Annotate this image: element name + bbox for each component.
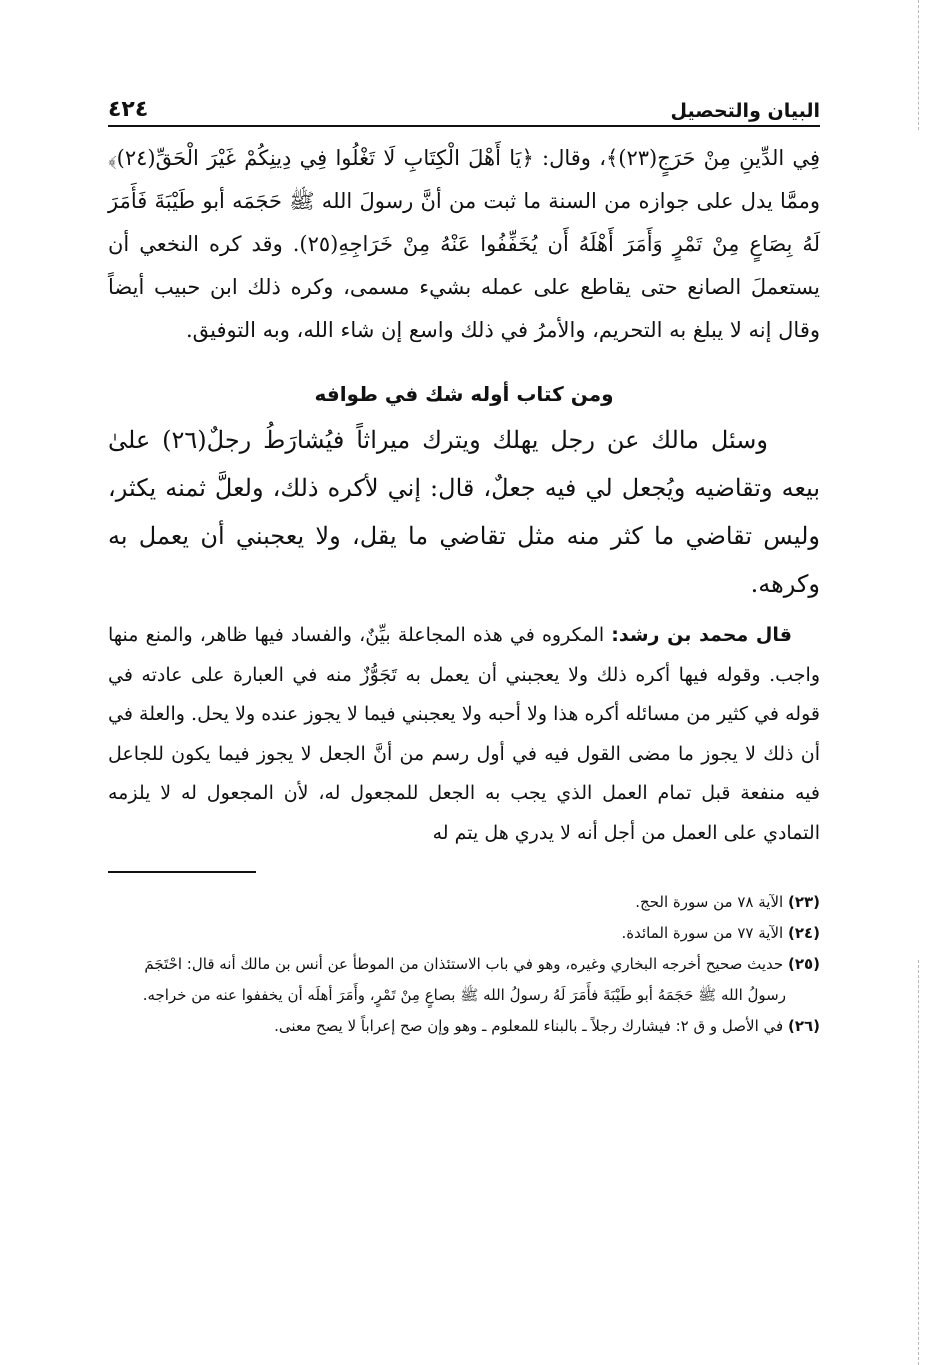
page-number: ٤٢٤	[108, 97, 149, 122]
running-title: البيان والتحصيل	[670, 100, 820, 122]
body-paragraph-1: فِي الدِّينِ مِنْ حَرَجٍ(٢٣)﴾، وقال: ﴿يَا أَهْلَ الْكِتَابِ لَا تَغْلُوا فِي دِينِكُمْ غَيْرَ الْحَقِّ(٢٤)﴾ وممَّا يدل على جوازه من السنة ما ثبت من أنَّ رسولَ الله ﷺ حَجَمَه أبو طَيْبَةَ فَأَمَرَ لَهُ بِصَاعٍ مِنْ تَمْرٍ وَأَمَرَ أَهْلَهُ أَن يُخَفِّفُوا عَنْهُ مِنْ خَرَاجِهِ(٢٥). وقد كره النخعي أن يستعملَ الصانع حتى يقاطع على عمله بشيء مسمى، وكره ذلك ابن حبيب أيضاً وقال إنه لا يبلغ به التحريم، والأمرُ في ذلك واسع إن شاء الله، وبه التوفيق.	[108, 146, 820, 342]
footnote-26	[108, 1011, 820, 1042]
footnote-number: (٢٤)	[787, 924, 820, 942]
footnote-number: (٢٥)	[787, 955, 820, 973]
paragraph-3-text: المكروه في هذه المجاعلة بيِّنٌ، والفساد فيها ظاهر، والمنع منها واجب. وقوله فيها أكره ذلك ولا يعجبني أن يعمل به تَجَوُّزٌ منه في العبارة على عادته في قوله في كثير من مسائله أكره هذا ولا أحبه ولا يعجبني فيما لا يجوز عنده ولا يحل. والعلة في أن ذلك لا يجوز ما مضى القول فيه في أول رسم من أنَّ الجعل لا يجوز فيما يكون للجاعل فيه منفعة قبل تمام العمل الذي يجب به الجعل للمجعول له، لأن المجعول له لا يلزمه التمادي على العمل من أجل أنه لا يدري هل يتم له	[108, 624, 820, 844]
body-paragraph-3	[108, 616, 820, 853]
footnote-23	[108, 887, 820, 918]
scan-margin-line-bottom	[918, 960, 919, 1365]
footnote-text: حديث صحيح أخرجه البخاري وغيره، وهو في باب الاستئذان من الموطأ عن أنس بن مالك أنه قال: احْتَجَمَ رسولُ الله ﷺ حَجَمَهُ أبو طَيْبَةَ فأَمَرَ لَهُ رسولُ الله ﷺ بصاعٍ مِنْ تَمْرٍ، وأَمَرَ أهلَه أن يخففوا عنه من خراجه.	[142, 955, 786, 1004]
footnote-24	[108, 918, 820, 949]
footnote-text: الآية ٧٧ من سورة المائدة.	[621, 924, 784, 942]
scan-margin-line-top	[918, 0, 919, 130]
footnotes	[108, 887, 820, 1042]
speaker-label: قال محمد بن رشد:	[611, 624, 792, 646]
section-heading: ومن كتاب أوله شك في طوافه	[314, 382, 614, 406]
footnote-number: (٢٦)	[787, 1017, 820, 1035]
running-header	[108, 88, 820, 127]
footnote-text: في الأصل و ق ٢: فيشارك رجلاً ـ بالبناء للمعلوم ـ وهو وإن صح إعراباً لا يصح معنى.	[274, 1017, 784, 1035]
book-page	[108, 88, 820, 1042]
body-paragraph-2: وسئل مالك عن رجل يهلك ويترك ميراثاً فيُشارَطُ رجلٌ(٢٦) علىٰ بيعه وتقاضيه ويُجعل لي فيه جعلٌ، قال: إني لأكره ذلك، ولعلَّ ثمنه يكثر، وليس تقاضي ما كثر منه مثل تقاضي ما يقل، ولا يعجبني أن يعمل به وكرهه.	[108, 426, 820, 598]
footnote-25	[108, 949, 820, 1011]
footnote-separator	[108, 871, 256, 873]
footnote-text: الآية ٧٨ من سورة الحج.	[635, 893, 784, 911]
footnote-number: (٢٣)	[787, 893, 820, 911]
